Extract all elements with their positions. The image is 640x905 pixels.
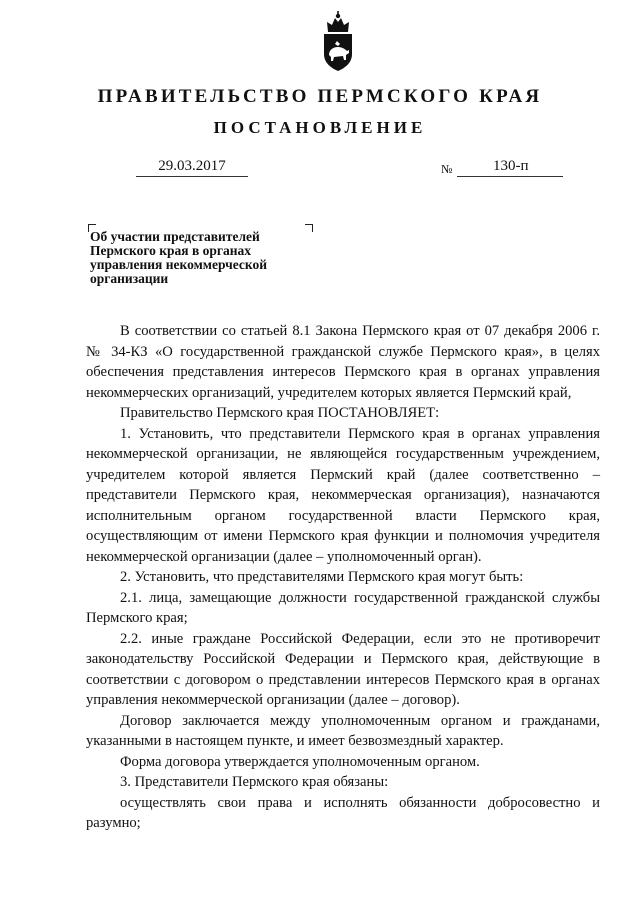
subject-corner-right (305, 224, 313, 232)
document-date: 29.03.2017 (136, 158, 248, 177)
paragraph: Правительство Пермского края ПОСТАНОВЛЯЕТ: (120, 405, 440, 421)
paragraph: Договор заключается между уполномоченным органом и гражданами, указанными в настоящем пункте, и имеет безвозмездный характер. (86, 712, 600, 749)
document-type: ПОСТАНОВЛЕНИЕ (213, 118, 427, 137)
paragraph: 1. Установить, что представители Пермского края в органах управления некоммерческой организации, не являющейся государственным учреждением, учредителем которой является Пермский край (далее соответственно – представители Пермского края, некоммерческая организация), назначаются исполнительным органом государственной власти Пермского края, осуществляющим от имени Пермского края функции и полномочия учредителя некоммерческой организации (далее – уполномоченный орган). (86, 425, 600, 565)
document-subject: Об участии представителей Пермского края в органах управления некоммерческой организации (90, 229, 268, 286)
paragraph: 2. Установить, что представителями Пермского края могут быть: (120, 569, 524, 585)
paragraph: 3. Представители Пермского края обязаны: (120, 774, 389, 790)
document-body (86, 321, 600, 834)
paragraph: 2.2. иные граждане Российской Федерации, если это не противоречит законодательству Российской Федерации и Пермского края, действующие в соответствии с договором о представлении интересов Пермского края в органах управления некоммерческой организации (далее – договор). (86, 630, 600, 708)
paragraph: осуществлять свои права и исполнять обязанности добросовестно и разумно; (86, 794, 600, 831)
government-title: ПРАВИТЕЛЬСТВО ПЕРМСКОГО КРАЯ (97, 86, 543, 107)
paragraph: Форма договора утверждается уполномоченным органом. (120, 753, 480, 770)
paragraph: В соответствии со статьей 8.1 Закона Пермского края от 07 декабря 2006 г. № 34-КЗ «О государственной гражданской службе Пермского края», в целях обеспечения представления интересов Пермского края в органах управления некоммерческих организаций, учредителем которых является Пермский край, (86, 323, 600, 401)
number-sign: № (441, 162, 453, 176)
paragraph: 2.1. лица, замещающие должности государственной гражданской службы Пермского края; (86, 589, 600, 626)
document-number: 130-п (493, 158, 529, 174)
perm-krai-coat-of-arms-icon (318, 10, 358, 72)
document-number-field (457, 158, 563, 177)
